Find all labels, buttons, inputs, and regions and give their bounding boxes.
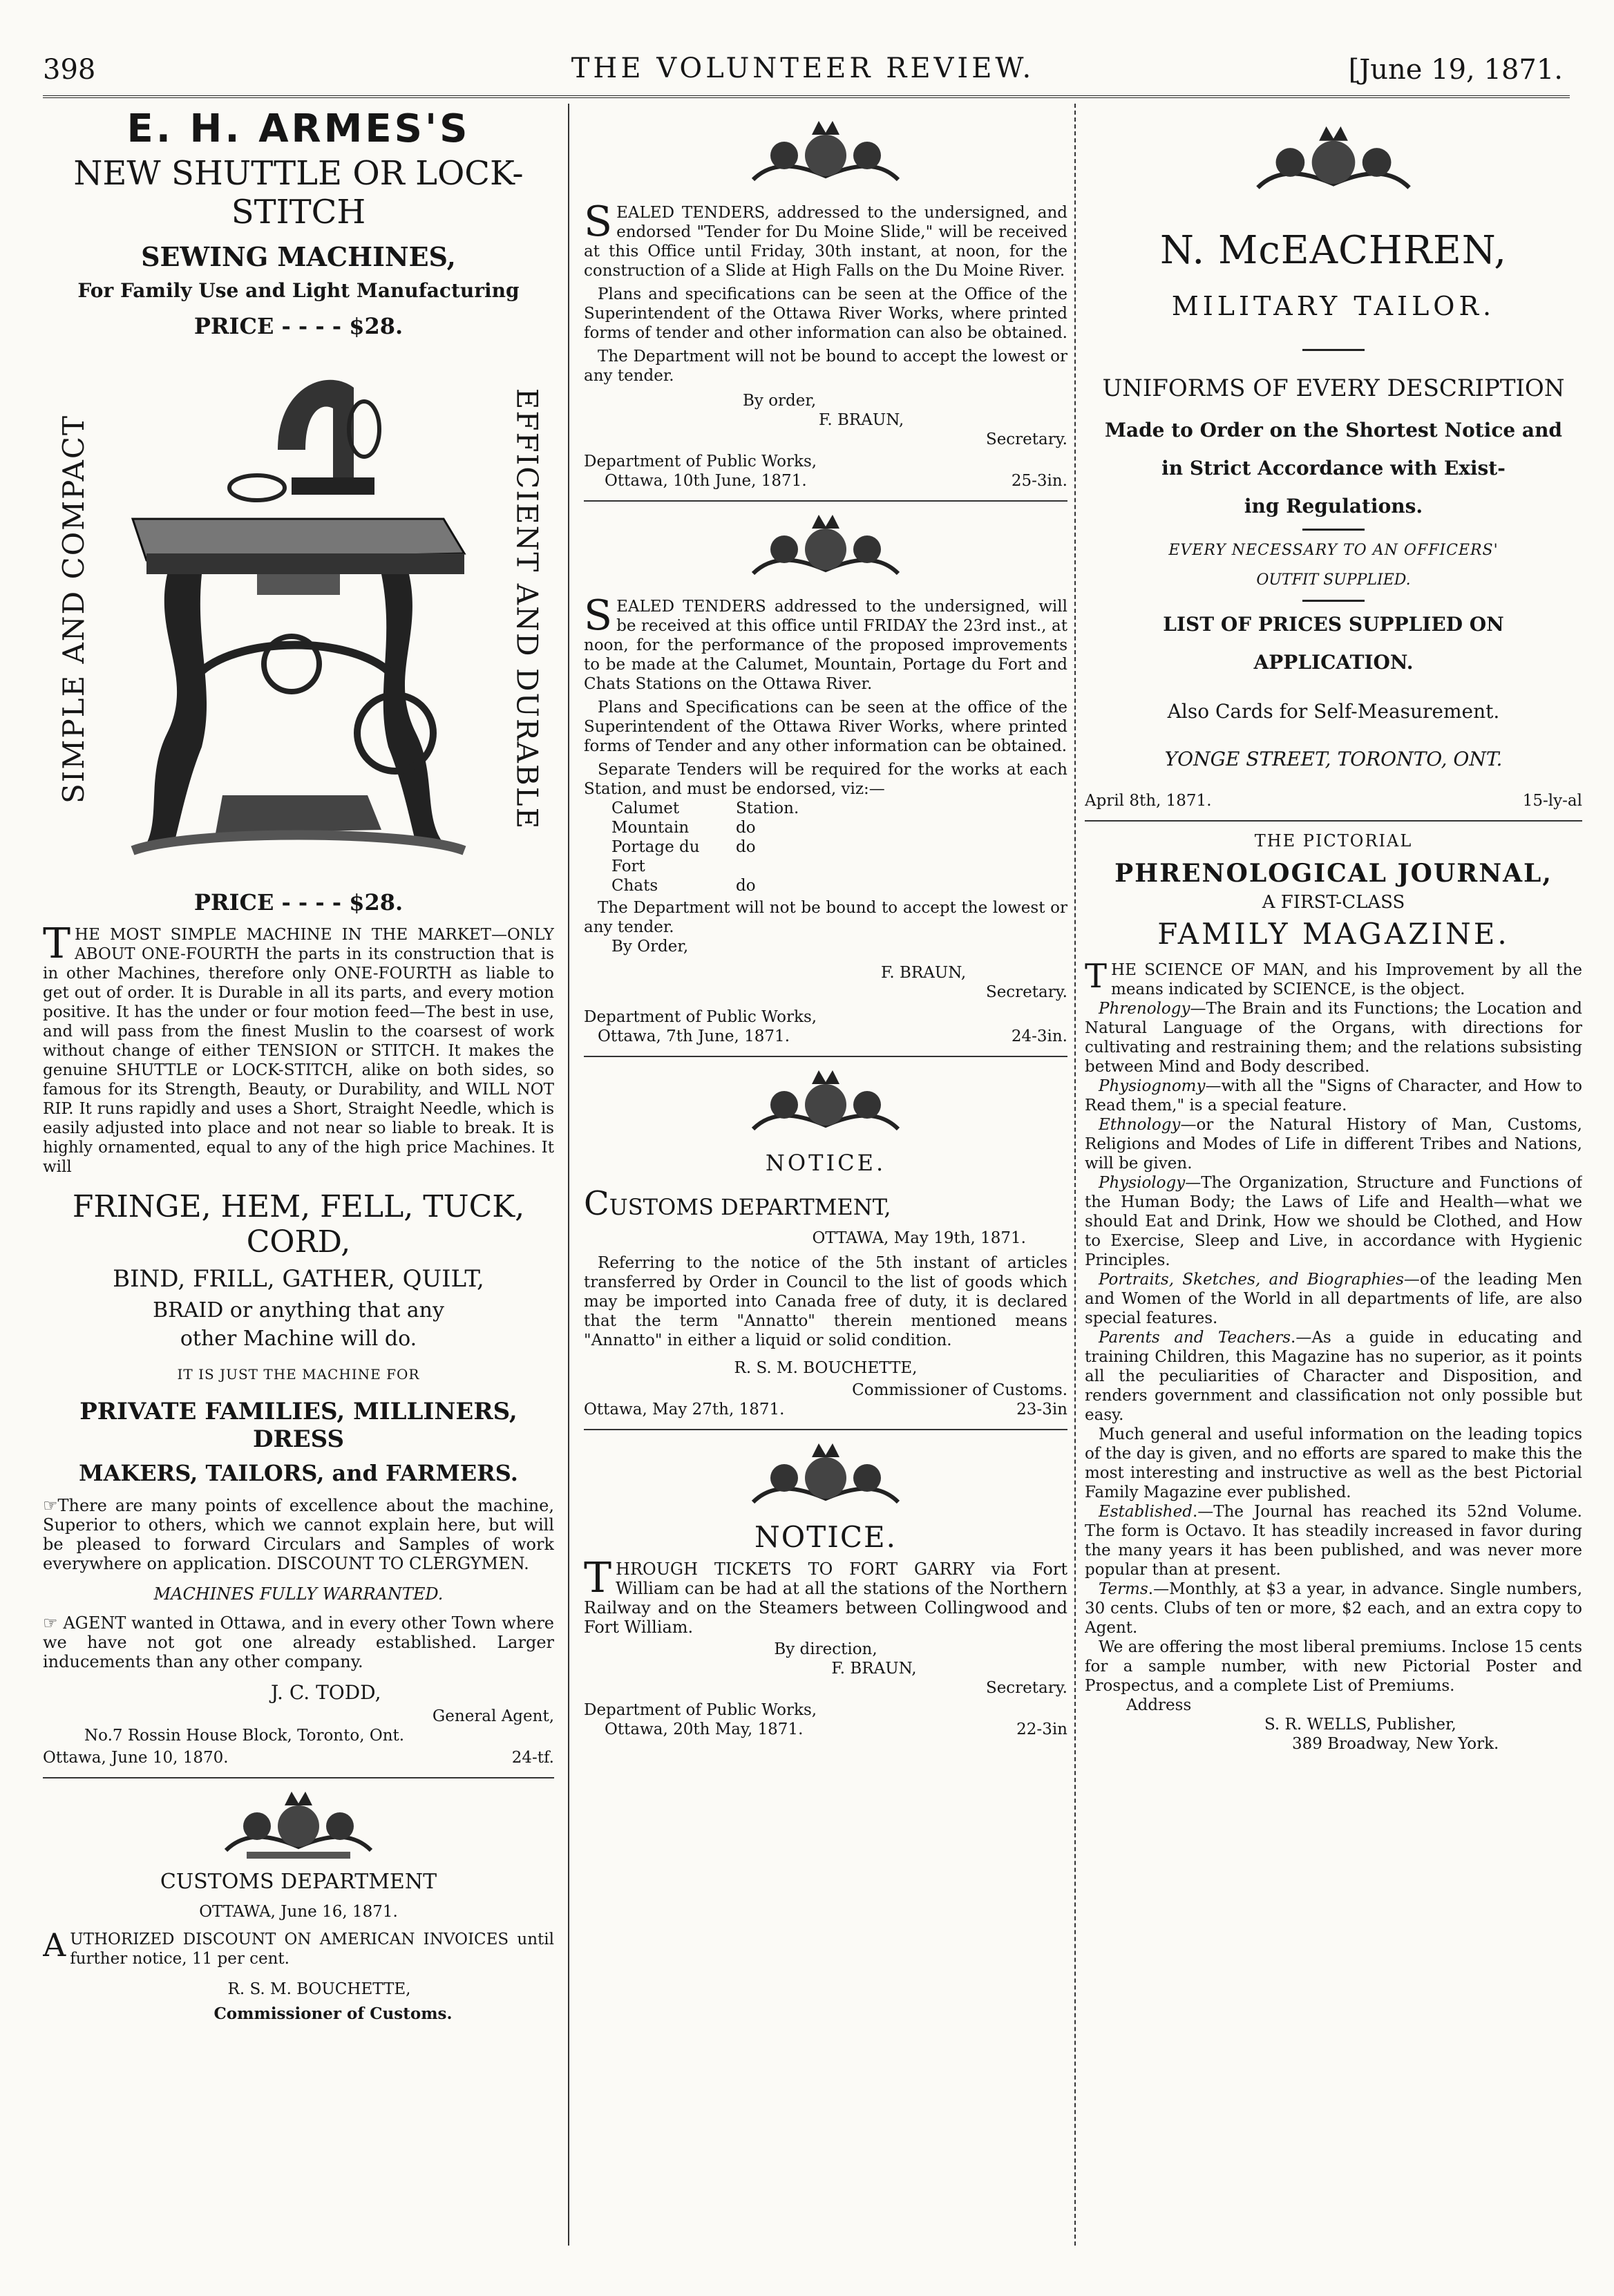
tender2-role: Secretary.	[985, 983, 1067, 1001]
phren-paragraph: Terms.—Monthly, at $3 a year, in advance. Single numbers, 30 cents. Clubs of ten or more, $2 each, and an extra copy to Agent.	[1085, 1580, 1582, 1637]
station-row: Portage du Fort do	[611, 838, 756, 875]
short-rule	[1302, 529, 1365, 531]
customs-title: CUSTOMS DEPARTMENT	[160, 1870, 437, 1894]
phren-paragraph: Physiology—The Organization, Structure and Functions of the Human Body; the Laws of Life and Health—what we should Eat and Drink, How we should be Clothed, and How to Exercise, Sleep and Live, in accordance with Hygienic Principles.	[1085, 1174, 1582, 1269]
armes-address: No.7 Rossin House Block, Toronto, Ont.	[84, 1727, 405, 1745]
page-number: 398	[43, 54, 96, 86]
armes-just: IT IS JUST THE MACHINE FOR	[177, 1366, 420, 1383]
tailor-every2: OUTFIT SUPPLIED.	[1256, 571, 1411, 589]
royal-crest-icon	[746, 1067, 905, 1143]
customs-role: Commissioner of Customs.	[213, 2004, 453, 2023]
notice2-dateline: Ottawa, 20th May, 1871. 22-3in	[605, 1720, 1067, 1738]
notice1-role: Commissioner of Customs.	[852, 1381, 1067, 1399]
tender1-dept-name: Department of Public Works,	[584, 453, 817, 471]
armes-name: E. H. ARMES'S	[126, 106, 471, 151]
phren-paragraph: Parents and Teachers.—As a guide in educating and training Children, this Magazine has no superior, as it points all the peculiarities of Character and Disposition, and renders government and classification not only possible but easy.	[1085, 1329, 1582, 1424]
header-rule	[43, 95, 1570, 98]
tailor-uniforms: UNIFORMS OF EVERY DESCRIPTION	[1102, 374, 1565, 402]
notice2-text: THROUGH TICKETS TO FORT GARRY via Fort William can be had at all the stations of the Northern Railway and on the Steamers between Collingwood and Fort William.	[584, 1554, 1067, 1637]
tender2-signer: F. BRAUN,	[881, 964, 967, 982]
side-text-left: SIMPLE AND COMPACT	[57, 414, 91, 804]
section-rule	[584, 1429, 1067, 1430]
armes-dateline: Ottawa, June 10, 1870. 24-tf.	[43, 1749, 554, 1767]
armes-general-agent: General Agent,	[432, 1707, 554, 1725]
phren-intro: THE SCIENCE OF MAN, and his Improvement by all the means indicated by SCIENCE, is the object.	[1085, 957, 1582, 998]
armes-price-top: PRICE - - - - $28.	[193, 313, 404, 339]
column-middle	[584, 104, 1067, 2259]
tailor-made2: in Strict Accordance with Exist-	[1161, 457, 1506, 480]
phren-journal: PHRENOLOGICAL JOURNAL,	[1114, 859, 1553, 888]
column-divider	[568, 104, 569, 2246]
royal-crest-icon	[219, 1788, 378, 1864]
tailor-street: YONGE STREET, TORONTO, ONT.	[1164, 748, 1503, 770]
tender2-dateline: Ottawa, 7th June, 1871. 24-3in.	[598, 1027, 1067, 1045]
section-rule	[1085, 820, 1582, 822]
armes-todd: J. C. TODD,	[271, 1681, 381, 1704]
customs-signer: R. S. M. BOUCHETTE,	[227, 1980, 411, 1998]
section-rule	[584, 500, 1067, 502]
notice2-dept-name: Department of Public Works,	[584, 1701, 817, 1719]
customs-date: OTTAWA, June 16, 1871.	[199, 1903, 398, 1921]
royal-crest-icon	[1251, 117, 1416, 207]
armes-use: For Family Use and Light Manufacturing	[77, 279, 520, 302]
armes-warranted: MACHINES FULLY WARRANTED.	[153, 1584, 444, 1604]
royal-crest-icon	[746, 511, 905, 587]
tender2-separate: Separate Tenders will be required for the works at each Station, and must be endorsed, viz:—	[584, 761, 1067, 798]
notice1-signer: R. S. M. BOUCHETTE,	[734, 1359, 918, 1377]
tailor-dateline: April 8th, 1871. 15-ly-al	[1085, 792, 1582, 810]
phren-address: Address	[1126, 1696, 1192, 1714]
section-rule	[43, 1777, 554, 1778]
station-row: Chats do	[611, 877, 756, 895]
station-row: Mountain do	[611, 819, 756, 837]
station-row: Calumet Station.	[611, 799, 799, 817]
tender2-plans: Plans and Specifications can be seen at the office of the Superintendent of the Ottawa River Works, where printed forms of Tender and any other information can be obtained.	[584, 699, 1067, 755]
phren-family: FAMILY MAGAZINE.	[1157, 917, 1510, 951]
phren-paragraph: Ethnology—or the Natural History of Man, Customs, Religions and Modes of Life in different Tribes and Nations, will be given.	[1085, 1116, 1582, 1173]
tender2-dept-name: Department of Public Works,	[584, 1008, 817, 1026]
tender1-dept: The Department will not be bound to accept the lowest or any tender.	[584, 348, 1067, 385]
newspaper-title: THE VOLUNTEER REVIEW.	[571, 53, 1035, 84]
armes-excellence: ☞There are many points of excellence about the machine, Superior to others, which we cannot explain here, but will be pleased to forward Circulars and Samples of work everywhere on application. DISCOUNT TO CLERGYMEN.	[43, 1496, 554, 1573]
tailor-trade: MILITARY TAILOR.	[1171, 291, 1496, 321]
notice1-dept: CUSTOMS DEPARTMENT,	[584, 1184, 891, 1223]
tender1-role: Secretary.	[985, 430, 1067, 448]
tailor-list1: LIST OF PRICES SUPPLIED ON	[1163, 613, 1504, 636]
phren-paragraph: Portraits, Sketches, and Biographies—of the leading Men and Women of the World in all departments of life, are also special features.	[1085, 1271, 1582, 1327]
notice1-dateline: Ottawa, May 27th, 1871. 23-3in	[584, 1401, 1067, 1419]
armes-machines: SEWING MACHINES,	[141, 241, 456, 272]
phren-paragraph: Phrenology—The Brain and its Functions; the Location and Natural Language of the Organs, with directions for cultivating and restraining them; and the relations subsisting between Mind and Body described.	[1085, 1000, 1582, 1076]
armes-braid: BRAID or anything that any	[153, 1298, 444, 1322]
notice2-heading: NOTICE.	[754, 1520, 897, 1554]
armes-other: other Machine will do.	[180, 1327, 417, 1351]
notice1-text: Referring to the notice of the 5th instant of articles transferred by Order in Council to the list of goods which may be imported into Canada free of duty, it is declared that the term "Annatto" therein mentioned means "Annatto" in either a liquid or solid condition.	[584, 1254, 1067, 1349]
armes-description: THE MOST SIMPLE MACHINE IN THE MARKET—ONLY ABOUT ONE-FOURTH the parts in its construction that is in other Machines, therefore only ONE-FOURTH as liable to get out of order. It is Durable in all its parts, and every motion positive. It has the under or four motion feed—The best in use, and will pass from the finest Muslin to the coarsest of work without change of either TENSION or STITCH. It makes the genuine SHUTTLE or LOCK-STITCH, alike on both sides, so famous for its Strength, Beauty, or Durability, and WILL NOT RIP. It runs rapidly and uses a Short, Straight Needle, which is easily adjusted into place and not near so liable to break. It is highly ornamented, equal to any of the high price Machines. It will	[43, 920, 554, 1176]
page-header	[43, 48, 1563, 97]
tailor-list2: APPLICATION.	[1253, 651, 1414, 674]
tailor-made3: ing Regulations.	[1244, 495, 1423, 518]
tailor-every1: EVERY NECESSARY TO AN OFFICERS'	[1168, 542, 1499, 559]
column-right	[1085, 104, 1582, 2259]
tender1-signer: F. BRAUN,	[819, 411, 904, 429]
tender1-plans: Plans and specifications can be seen at the Office of the Superintendent of the Ottawa River Works, where printed forms of tender and other information can also be obtained.	[584, 285, 1067, 342]
armes-makers: MAKERS, TAILORS, and FARMERS.	[79, 1460, 518, 1486]
tender2-by-order: By Order,	[611, 938, 689, 956]
tailor-made1: Made to Order on the Shortest Notice and	[1104, 419, 1563, 442]
short-rule	[1302, 600, 1365, 602]
notice2-signer: F. BRAUN,	[831, 1660, 917, 1678]
customs-text: AUTHORIZED DISCOUNT ON AMERICAN INVOICES until further notice, 11 per cent.	[43, 1926, 554, 1968]
armes-price-bottom: PRICE - - - - $28.	[193, 889, 404, 915]
tender2-text: SEALED TENDERS addressed to the undersigned, will be received at this office until FRIDAY the 23rd inst., at noon, for the performance of the proposed improvements to be made at the Calumet, Mountain, Portage du Fort and Chats Stations on the Ottawa River.	[584, 591, 1067, 693]
phren-paragraph: Physiognomy—with all the "Signs of Character, and How to Read them," is a special feature.	[1085, 1077, 1582, 1114]
column-left	[43, 104, 554, 2259]
phren-paragraph: Established.—The Journal has reached its 52nd Volume. The form is Octavo. It has steadily increased in favor during the many years it has been published, and was never more popular than at present.	[1085, 1503, 1582, 1579]
armes-agent: ☞ AGENT wanted in Ottawa, and in every other Town where we have not got one already established. Larger inducements than any other company.	[43, 1613, 554, 1671]
tender1-text: SEALED TENDERS, addressed to the undersigned, and endorsed "Tender for Du Moine Slide," will be received at this Office until Friday, 30th instant, at noon, for the construction of a Slide at High Falls on the Du Moine River.	[584, 198, 1067, 280]
section-rule	[584, 1056, 1067, 1057]
armes-private: PRIVATE FAMILIES, MILLINERS, DRESS	[79, 1398, 518, 1453]
issue-date: [June 19, 1871.	[1348, 54, 1563, 86]
phren-paragraph: Much general and useful information on the leading topics of the day is given, and no efforts are spared to make this the most interesting and instructive as well as the best Pictorial Family Magazine ever published.	[1085, 1425, 1582, 1501]
notice2-role: Secretary.	[985, 1679, 1067, 1697]
armes-bind: BIND, FRILL, GATHER, QUILT,	[113, 1265, 484, 1293]
phren-pictorial: THE PICTORIAL	[1254, 831, 1413, 851]
tender1-dateline: Ottawa, 10th June, 1871. 25-3in.	[605, 472, 1067, 490]
tailor-cards: Also Cards for Self-Measurement.	[1167, 700, 1500, 723]
armes-fringe: FRINGE, HEM, FELL, TUCK, CORD,	[72, 1189, 525, 1260]
column-divider	[1074, 104, 1076, 2246]
notice1-date: OTTAWA, May 19th, 1871.	[812, 1229, 1026, 1247]
tender2-dept: The Department will not be bound to accept the lowest or any tender.	[584, 899, 1067, 936]
notice2-by: By direction,	[774, 1640, 877, 1658]
armes-subtitle: NEW SHUTTLE OR LOCK-STITCH	[73, 154, 524, 231]
sewing-machine-illustration	[119, 346, 478, 871]
sewing-machine-figure	[43, 339, 554, 885]
short-rule	[1302, 349, 1365, 351]
royal-crest-icon	[746, 117, 905, 193]
notice1-heading: NOTICE.	[765, 1150, 886, 1176]
tender1-by-order: By order,	[743, 392, 817, 410]
phren-paragraph: We are offering the most liberal premiums. Inclose 15 cents for a sample number, with new Pictorial Poster and Prospectus, and a complete List of Premiums.	[1085, 1638, 1582, 1695]
phren-first: A FIRST-CLASS	[1262, 892, 1405, 913]
phren-street: 389 Broadway, New York.	[1292, 1735, 1499, 1753]
tailor-name: N. McEACHREN,	[1160, 228, 1507, 273]
phren-signer: S. R. WELLS, Publisher,	[1264, 1716, 1456, 1734]
side-text-right: EFFICIENT AND DURABLE	[510, 388, 544, 830]
royal-crest-icon	[746, 1440, 905, 1516]
